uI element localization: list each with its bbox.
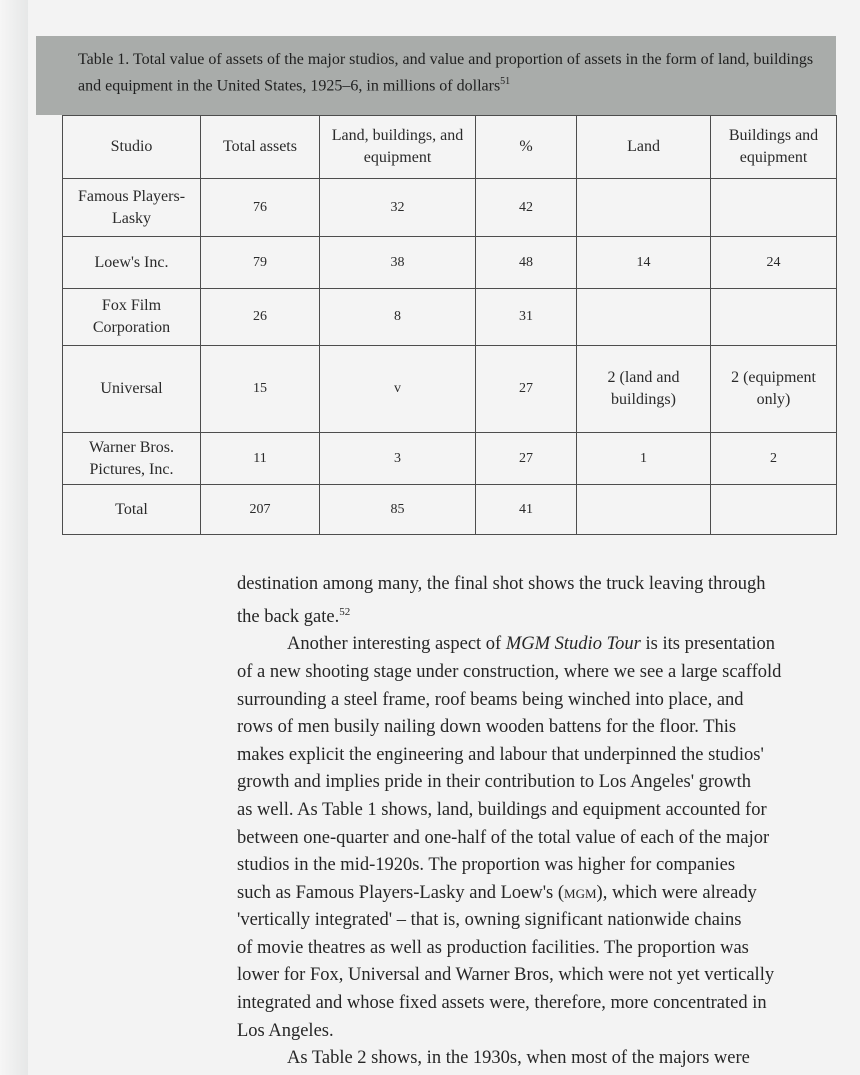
text-line: growth and implies pride in their contribution to Los Angeles' growth xyxy=(237,772,752,793)
table-cell: 32 xyxy=(320,179,476,237)
text-line: 'vertically integrated' – that is, owning significant nationwide chains xyxy=(237,910,742,931)
table-cell: 2 (equipment only) xyxy=(711,346,837,433)
table-cell xyxy=(711,179,837,237)
table-cell: 14 xyxy=(577,237,711,289)
text-line: surrounding a steel frame, roof beams being winched into place, and xyxy=(237,689,744,710)
text-line: rows of men busily nailing down wooden battens for the floor. This xyxy=(237,717,737,738)
table-cell xyxy=(711,289,837,346)
header-cell: Land xyxy=(577,116,711,179)
header-cell: Studio xyxy=(63,116,201,179)
table-cell: 15 xyxy=(201,346,320,433)
table-cell: 24 xyxy=(711,237,837,289)
text-line: of movie theatres as well as production facilities. The proportion was xyxy=(237,937,749,958)
text-line xyxy=(237,880,837,908)
text-line: destination among many, the final shot shows the truck leaving through xyxy=(237,574,766,594)
text-line: Los Angeles. xyxy=(237,1020,334,1041)
table-cell: 207 xyxy=(201,485,320,535)
text-line: studios in the mid-1920s. The proportion was higher for companies xyxy=(237,855,736,876)
table-cell: 8 xyxy=(320,289,476,346)
table-cell: 48 xyxy=(476,237,577,289)
text-line: between one-quarter and one-half of the total value of each of the major xyxy=(237,827,770,848)
text-fragment: ), which were already xyxy=(596,882,757,903)
table-cell xyxy=(577,179,711,237)
text-line: makes explicit the engineering and labour that underpinned the studios' xyxy=(237,744,764,765)
header-cell: Buildings and equipment xyxy=(711,116,837,179)
table-cell: 26 xyxy=(201,289,320,346)
text-line xyxy=(237,599,837,632)
abbreviation: mgm xyxy=(564,882,597,903)
table-cell xyxy=(577,289,711,346)
table-caption xyxy=(36,36,836,115)
header-cell: Land, buildings, and equipment xyxy=(320,116,476,179)
table-cell: 42 xyxy=(476,179,577,237)
table-row xyxy=(63,346,837,433)
table-cell: 31 xyxy=(476,289,577,346)
table-row xyxy=(63,179,837,237)
table-cell: 1 xyxy=(577,433,711,485)
text-fragment: such as Famous Players-Lasky and Loew's ( xyxy=(237,882,565,903)
body-text xyxy=(237,571,837,1073)
text-fragment: Another interesting aspect of xyxy=(287,634,506,655)
footnote-marker: 52 xyxy=(339,605,351,618)
studio-cell: Famous Players-Lasky xyxy=(63,179,201,237)
table-cell: 38 xyxy=(320,237,476,289)
table-cell: 27 xyxy=(476,433,577,485)
studio-cell: Fox Film Corporation xyxy=(63,289,201,346)
text-fragment: the back gate. xyxy=(237,606,340,627)
table-row xyxy=(63,433,837,485)
table-cell: 2 (land and buildings) xyxy=(577,346,711,433)
text-line: of a new shooting stage under construction, where we see a large scaffold xyxy=(237,661,782,682)
table-header-row xyxy=(63,116,837,179)
table-cell: 3 xyxy=(320,433,476,485)
table-cell: 79 xyxy=(201,237,320,289)
caption-text: Table 1. Total value of assets of the major studios, and value and proportion of assets in the form of land, buildings and equipment in the United States, 1925–6, in millions of dollars xyxy=(78,51,814,95)
studio-cell: Warner Bros. Pictures, Inc. xyxy=(63,433,201,485)
text-line: lower for Fox, Universal and Warner Bros, which were not yet vertically xyxy=(237,965,775,986)
table-cell: 41 xyxy=(476,485,577,535)
header-cell: % xyxy=(476,116,577,179)
studio-cell: Loew's Inc. xyxy=(63,237,201,289)
text-line: integrated and whose fixed assets were, therefore, more concentrated in xyxy=(237,993,767,1014)
header-cell: Total assets xyxy=(201,116,320,179)
paragraph-start xyxy=(237,631,837,659)
table-row xyxy=(63,289,837,346)
show-through-text xyxy=(64,545,234,845)
table-cell xyxy=(577,485,711,535)
table-cell: 11 xyxy=(201,433,320,485)
page-gutter xyxy=(0,0,28,1075)
caption-footnote: 51 xyxy=(500,76,511,87)
film-title: MGM Studio Tour xyxy=(505,634,641,655)
table-cell: 2 xyxy=(711,433,837,485)
paragraph-start: As Table 2 shows, in the 1930s, when most of the majors were xyxy=(287,1048,750,1069)
text-fragment: is its presentation xyxy=(640,634,775,655)
text-line: as well. As Table 1 shows, land, buildings and equipment accounted for xyxy=(237,799,767,820)
table-row-total xyxy=(63,485,837,535)
table-cell: 85 xyxy=(320,485,476,535)
table-cell: 27 xyxy=(476,346,577,433)
table-row xyxy=(63,237,837,289)
table-cell xyxy=(711,485,837,535)
assets-table xyxy=(62,115,837,535)
studio-cell: Total xyxy=(63,485,201,535)
studio-cell: Universal xyxy=(63,346,201,433)
table-cell: 76 xyxy=(201,179,320,237)
table-cell: v xyxy=(320,346,476,433)
